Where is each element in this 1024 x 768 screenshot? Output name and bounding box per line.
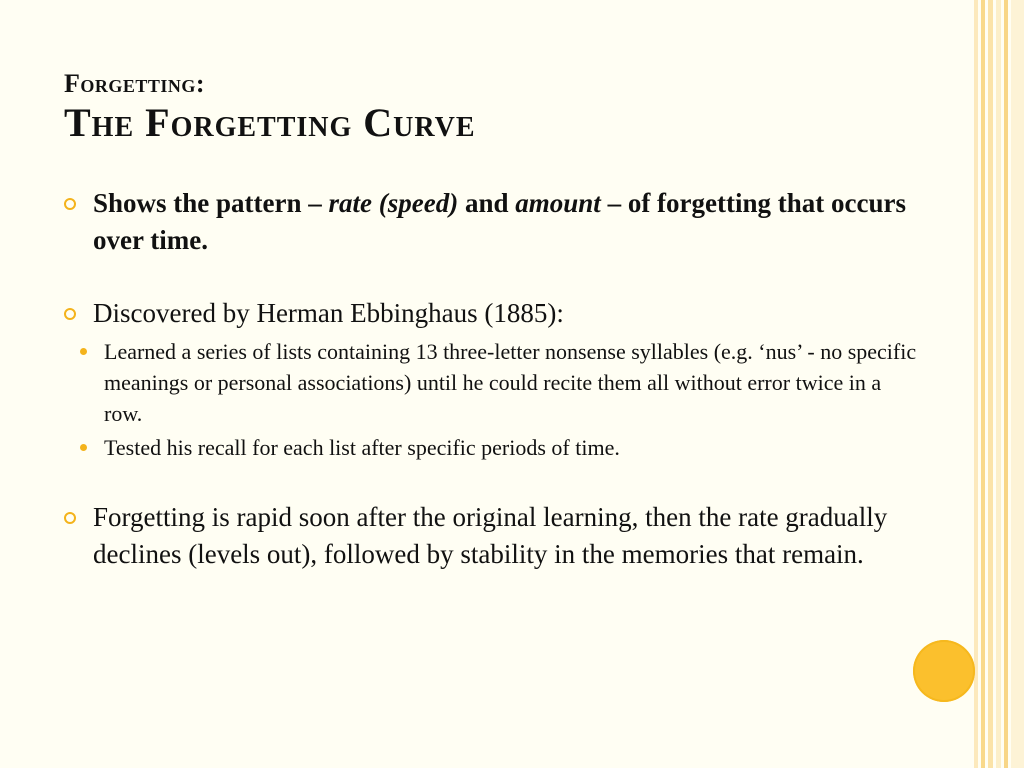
bullet-ring-icon [64, 512, 76, 524]
stripe [1011, 0, 1024, 768]
stripe [988, 0, 993, 768]
sub-bullet-item [64, 432, 924, 463]
sub-bullet-text: Tested his recall for each list after specific periods of time. [104, 435, 620, 460]
sub-bullet-list [64, 336, 924, 463]
stripe [974, 0, 978, 768]
stripe [996, 0, 1001, 768]
slide-title-line1: Forgetting: [64, 69, 206, 98]
stripe [1004, 0, 1008, 768]
bullet-text: Shows the pattern – [93, 188, 329, 218]
bullet-ring-icon [64, 198, 76, 210]
slide-title-line2: The Forgetting Curve [64, 99, 476, 145]
dot-icon [80, 444, 87, 451]
bullet-emphasis: amount [515, 188, 601, 218]
bullet-text: Discovered by Herman Ebbinghaus (1885): [93, 298, 564, 328]
decorative-circle [913, 640, 975, 702]
bullet-ring-icon [64, 308, 76, 320]
slide-content [64, 185, 924, 573]
bullet-text: Forgetting is rapid soon after the original learning, then the rate gradually declines (levels out), followed by stability in the memories that remain. [93, 502, 888, 569]
bullet-item [64, 185, 924, 259]
dot-icon [80, 348, 87, 355]
bullet-text: – of forgetting that occurs over time. [93, 188, 906, 255]
bullet-emphasis: rate (speed) [328, 188, 459, 218]
slide-title [64, 70, 476, 145]
sub-bullet-text: Learned a series of lists containing 13 three-letter nonsense syllables (e.g. ‘nus’ - no specific meanings or personal associations) until he could recite them all without error twice in a row. [104, 339, 917, 426]
stripe [981, 0, 985, 768]
sub-bullet-item [64, 336, 924, 429]
bullet-item [64, 499, 924, 573]
bullet-item [64, 295, 924, 332]
decorative-stripes [974, 0, 1024, 768]
bullet-text: and [458, 188, 516, 218]
